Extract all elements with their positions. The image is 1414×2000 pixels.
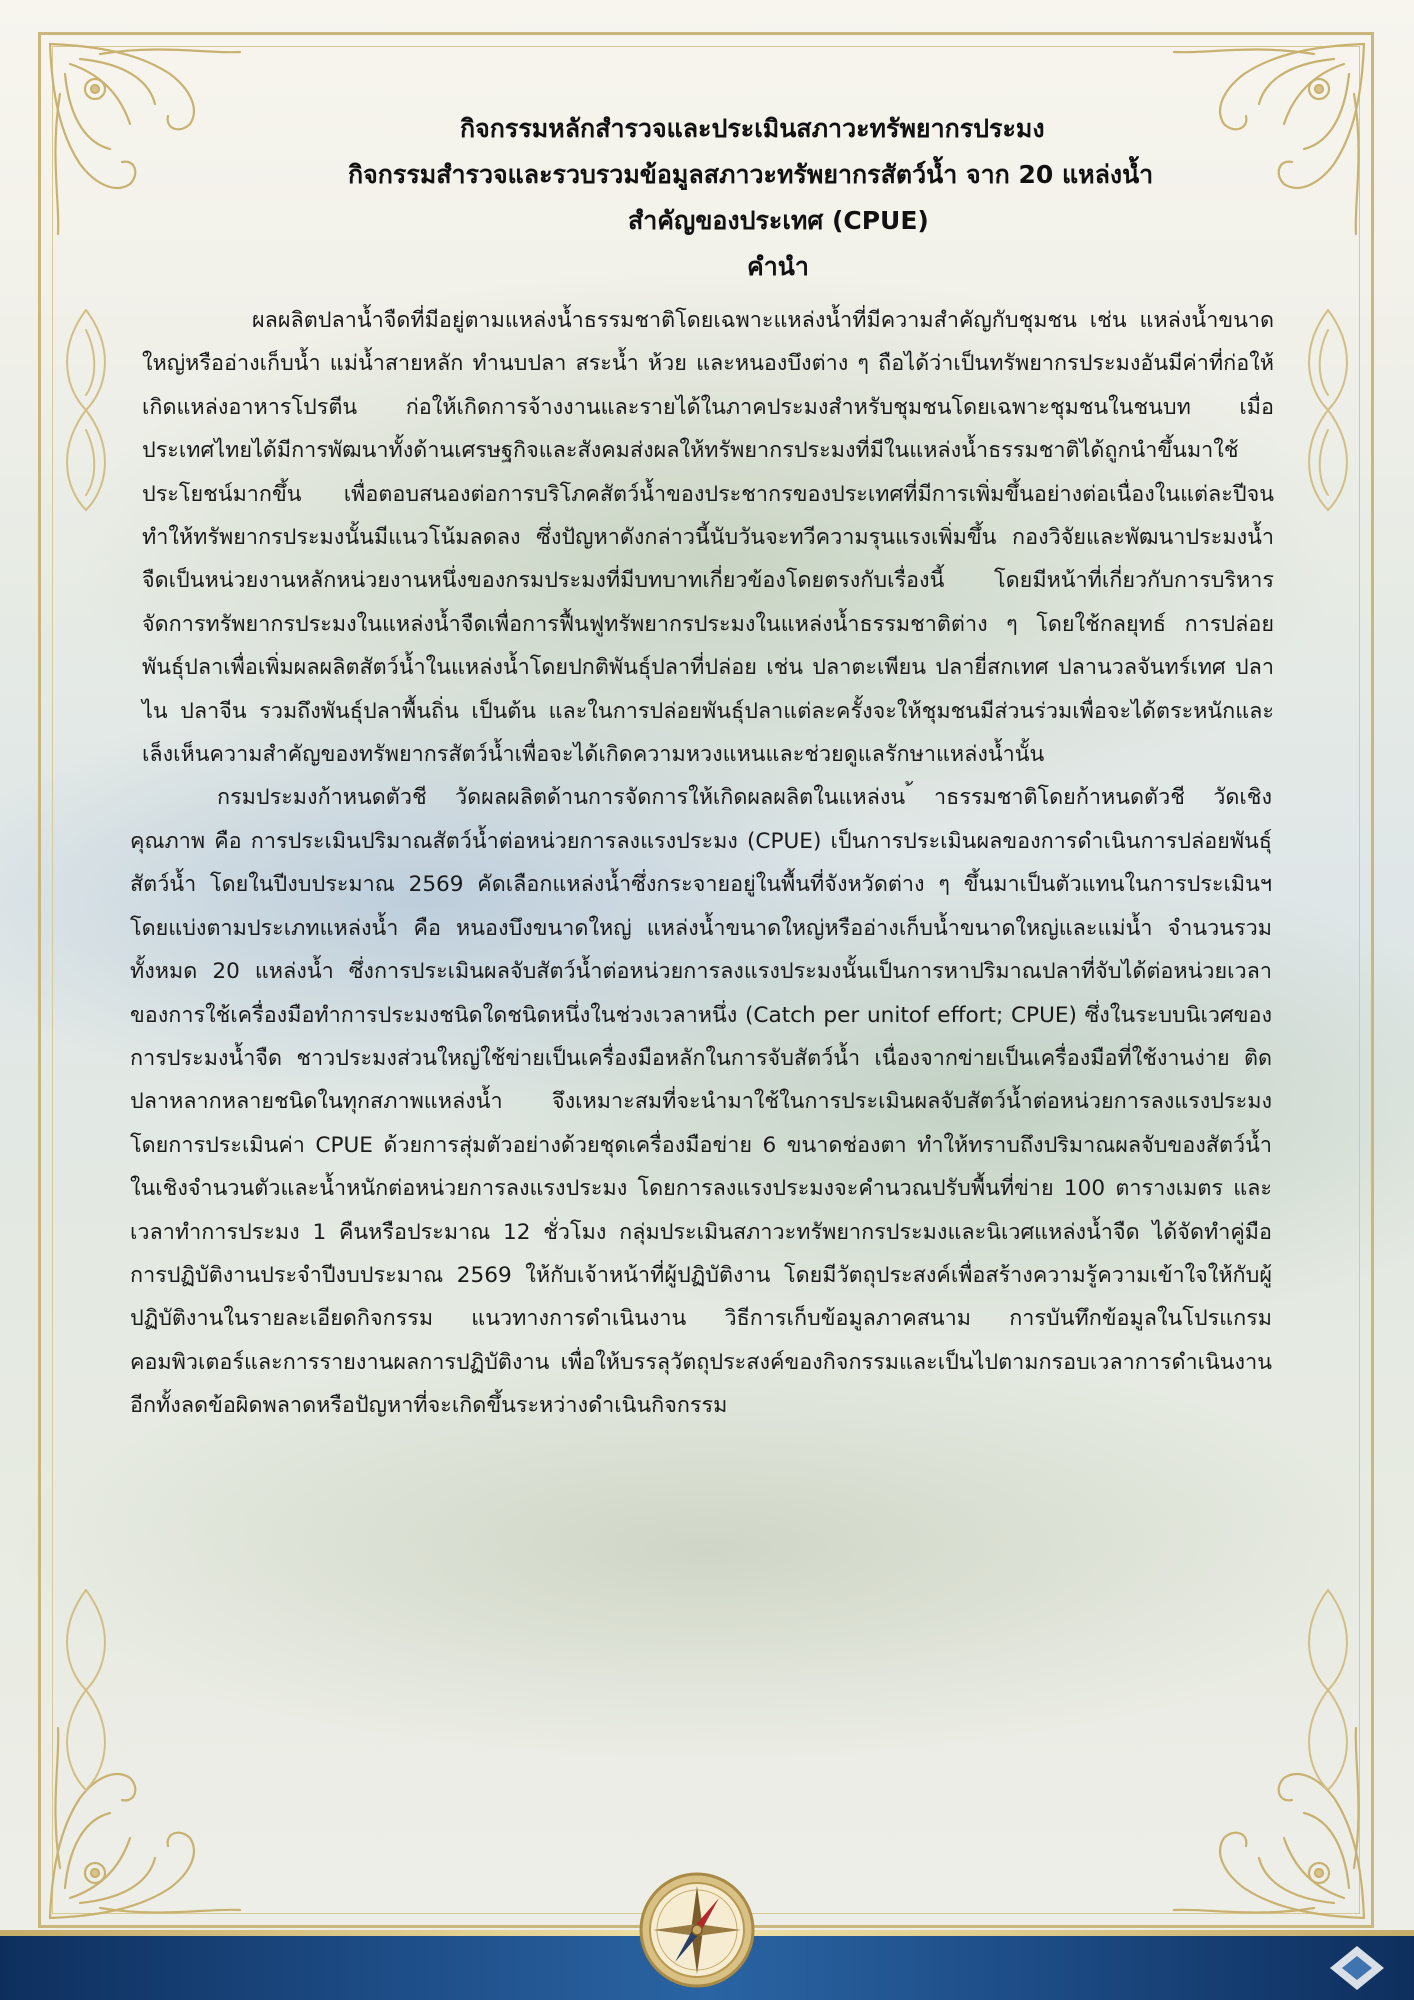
document-body (130, 110, 1275, 1428)
side-flame-ornament-icon (46, 300, 126, 520)
compass-icon (637, 1870, 757, 1990)
foreword-paragraph-1: ผลผลิตปลาน้ำจืดที่มีอยู่ตามแหล่งน้ำธรรมชาติโดยเฉพาะแหล่งน้ำที่มีความสำคัญกับชุมชน เช่น แหล่งน้ำขนาดใหญ่หรืออ่างเก็บน้ำ แม่น้ำสายหลัก ทำนบปลา สระน้ำ ห้วย และหนองบึงต่าง ๆ ถือได้ว่าเป็นทรัพยากรประมงอันมีค่าที่ก่อให้เกิดแหล่งอาหารโปรตีน ก่อให้เกิดการจ้างงานและรายได้ในภาคประมงสำหรับชุมชนโดยเฉพาะชุมชนในชนบท เมื่อประเทศไทยได้มีการพัฒนาทั้งด้านเศรษฐกิจและสังคมส่งผลให้ทรัพยากรประมงที่มีในแหล่งน้ำธรรมชาติได้ถูกนำขึ้นมาใช้ประโยชน์มากขึ้น เพื่อตอบสนองต่อการบริโภคสัตว์น้ำของประชากรของประเทศที่มีการเพิ่มขึ้นอย่างต่อเนื่องในแต่ละปีจนทำให้ทรัพยากรประมงนั้นมีแนวโน้มลดลง ซึ่งปัญหาดังกล่าวนี้นับวันจะทวีความรุนแรงเพิ่มขึ้น กองวิจัยและพัฒนาประมงน้ำจืดเป็นหน่วยงานหลักหน่วยงานหนึ่งของกรมประมงที่มีบทบาทเกี่ยวข้องโดยตรงกับเรื่องนี้ โดยมีหน้าที่เกี่ยวกับการบริหารจัดการทรัพยากรประมงในแหล่งน้ำจืดเพื่อการฟื้นฟูทรัพยากรประมงในแหล่งน้ำธรรมชาติต่าง ๆ โดยใช้กลยุทธ์ การปล่อยพันธุ์ปลาเพื่อเพิ่มผลผลิตสัตว์น้ำในแหล่งน้ำโดยปกติพันธุ์ปลาที่ปล่อย เช่น ปลาตะเพียน ปลายี่สกเทศ ปลานวลจันทร์เทศ ปลาไน ปลาจีน รวมถึงพันธุ์ปลาพื้นถิ่น เป็นต้น และในการปล่อยพันธุ์ปลาแต่ละครั้งจะให้ชุมชนมีส่วนร่วมเพื่อจะได้ตระหนักและเล็งเห็นความสำคัญของทรัพยากรสัตว์น้ำเพื่อจะได้เกิดความหวงแหนและช่วยดูแลรักษาแหล่งน้ำนั้น (142, 308, 1275, 768)
document-title-line-3: สำคัญของประเทศ (CPUE) (628, 206, 929, 235)
diamond-logo-icon (1328, 1944, 1386, 1992)
side-flame-ornament-icon (46, 1580, 126, 1800)
side-flame-ornament-icon (1288, 300, 1368, 520)
section-heading-foreword: คำนำ (747, 252, 809, 281)
foreword-paragraph-2: กรมประมงก้าหนดตัวชี วัดผลผลิตด้านการจัดการให้เกิดผลผลิตในแหล่งน ้าธรรมชาติโดยก้าหนดตัวชี วัดเชิงคุณภาพ คือ การประเมินปริมาณสัตว์น้ำต่อหน่วยการลงแรงประมง (CPUE) เป็นการประเมินผลของการดำเนินการปล่อยพันธุ์สัตว์น้ำ โดยในปีงบประมาณ 2569 คัดเลือกแหล่งน้ำซึ่งกระจายอยู่ในพื้นที่จังหวัดต่าง ๆ ขึ้นมาเป็นตัวแทนในการประเมินฯ โดยแบ่งตามประเภทแหล่งน้ำ คือ หนองบึงขนาดใหญ่ แหล่งน้ำขนาดใหญ่หรืออ่างเก็บน้ำขนาดใหญ่และแม่น้ำ จำนวนรวมทั้งหมด 20 แหล่งน้ำ ซึ่งการประเมินผลจับสัตว์น้ำต่อหน่วยการลงแรงประมงนั้นเป็นการหาปริมาณปลาที่จับได้ต่อหน่วยเวลาของการใช้เครื่องมือทำการประมงชนิดใดชนิดหนึ่งในช่วงเวลาหนึ่ง (Catch per unitof effort; CPUE) ซึ่งในระบบนิเวศของการประมงน้ำจืด ชาวประมงส่วนใหญ่ใช้ข่ายเป็นเครื่องมือหลักในการจับสัตว์น้ำ เนื่องจากข่ายเป็นเครื่องมือที่ใช้งานง่าย ติดปลาหลากหลายชนิดในทุกสภาพแหล่งน้ำ จึงเหมาะสมที่จะนำมาใช้ในการประเมินผลจับสัตว์น้ำต่อหน่วยการลงแรงประมง โดยการประเมินค่า CPUE ด้วยการสุ่มตัวอย่างด้วยชุดเครื่องมือข่าย 6 ขนาดช่องตา ทำให้ทราบถึงปริมาณผลจับของสัตว์น้ำในเชิงจำนวนตัวและน้ำหนักต่อหน่วยการลงแรงประมง โดยการลงแรงประมงจะคำนวณปรับพื้นที่ข่าย 100 ตารางเมตร และเวลาทำการประมง 1 คืนหรือประมาณ 12 ชั่วโมง กลุ่มประเมินสภาวะทรัพยากรประมงและนิเวศแหล่งน้ำจืด ได้จัดทำคู่มือการปฏิบัติงานประจำปีงบประมาณ 2569 ให้กับเจ้าหน้าที่ผู้ปฏิบัติงาน โดยมีวัตถุประสงค์เพื่อสร้างความรู้ความเข้าใจให้กับผู้ปฏิบัติงานในรายละเอียดกิจกรรม แนวทางการดำเนินงาน วิธีการเก็บข้อมูลภาคสนาม การบันทึกข้อมูลในโปรแกรมคอมพิวเตอร์และการรายงานผลการปฏิบัติงาน เพื่อให้บรรลุวัตถุประสงค์ของกิจกรรมและเป็นไปตามกรอบเวลาการดำเนินงานอีกทั้งลดข้อผิดพลาดหรือปัญหาที่จะเกิดขึ้นระหว่างดำเนินกิจกรรม (130, 785, 1272, 1419)
document-title-line-1: กิจกรรมหลักสำรวจและประเมินสภาวะทรัพยากรประมง (460, 114, 1045, 143)
document-title-line-2: กิจกรรมสำรวจและรวบรวมข้อมูลสภาวะทรัพยากรสัตว์น้ำ จาก 20 แหล่งน้ำ (348, 160, 1154, 189)
side-flame-ornament-icon (1288, 1580, 1368, 1800)
